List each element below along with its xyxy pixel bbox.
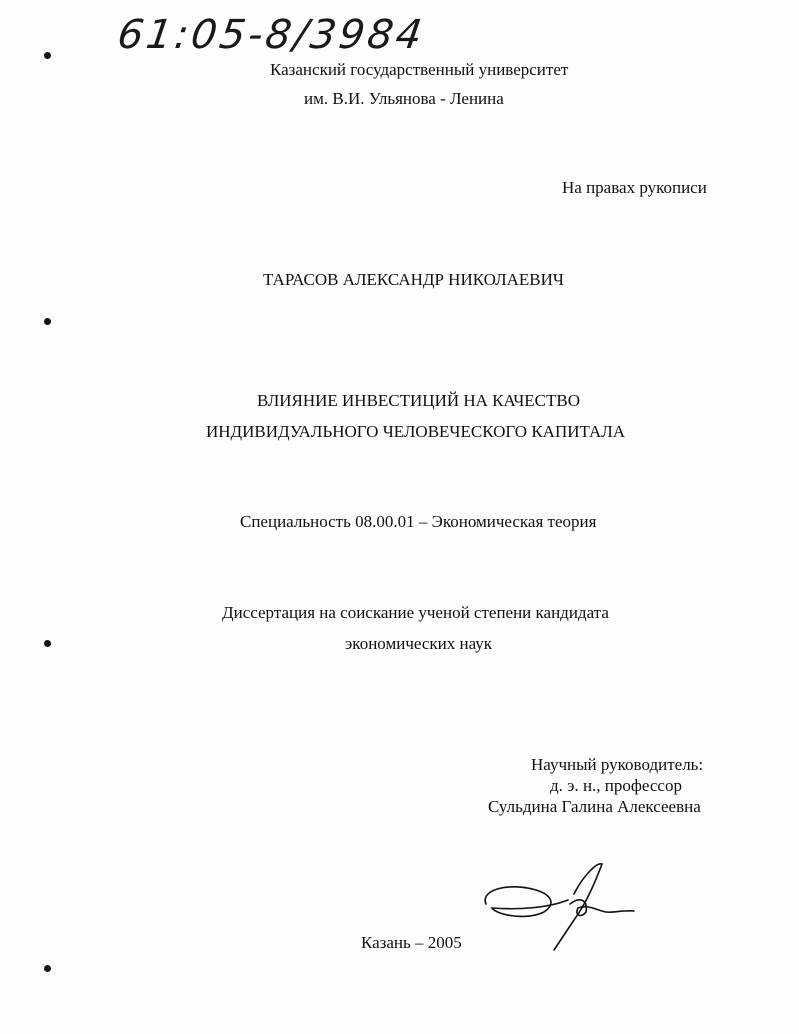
handwritten-stamp-number: 61:05-8/3984 bbox=[114, 12, 428, 58]
dissertation-title-line-1: ВЛИЯНИЕ ИНВЕСТИЦИЙ НА КАЧЕСТВО bbox=[257, 391, 580, 410]
binding-hole-mark bbox=[44, 965, 51, 972]
dissertation-title-line-2: ИНДИВИДУАЛЬНОГО ЧЕЛОВЕЧЕСКОГО КАПИТАЛА bbox=[206, 422, 626, 441]
supervisor-label: Научный руководитель: bbox=[531, 755, 704, 774]
dissertation-type-line-1: Диссертация на соискание ученой степени кандидата bbox=[222, 603, 609, 622]
supervisor-degree: д. э. н., профессор bbox=[550, 776, 682, 795]
university-named-after: им. В.И. Ульянова - Ленина bbox=[304, 89, 504, 108]
supervisor-name: Сульдина Галина Алексеевна bbox=[488, 797, 701, 816]
university-name: Казанский государственный университет bbox=[270, 60, 569, 79]
binding-hole-mark bbox=[44, 640, 51, 647]
author-name: ТАРАСОВ АЛЕКСАНДР НИКОЛАЕВИЧ bbox=[263, 270, 564, 289]
city-year: Казань – 2005 bbox=[361, 933, 462, 952]
specialty: Специальность 08.00.01 – Экономическая теория bbox=[240, 512, 597, 531]
dissertation-type-line-2: экономических наук bbox=[345, 634, 493, 653]
signature bbox=[478, 860, 638, 952]
binding-hole-mark bbox=[44, 52, 51, 59]
rights-note: На правах рукописи bbox=[562, 178, 707, 197]
binding-hole-mark bbox=[44, 318, 51, 325]
